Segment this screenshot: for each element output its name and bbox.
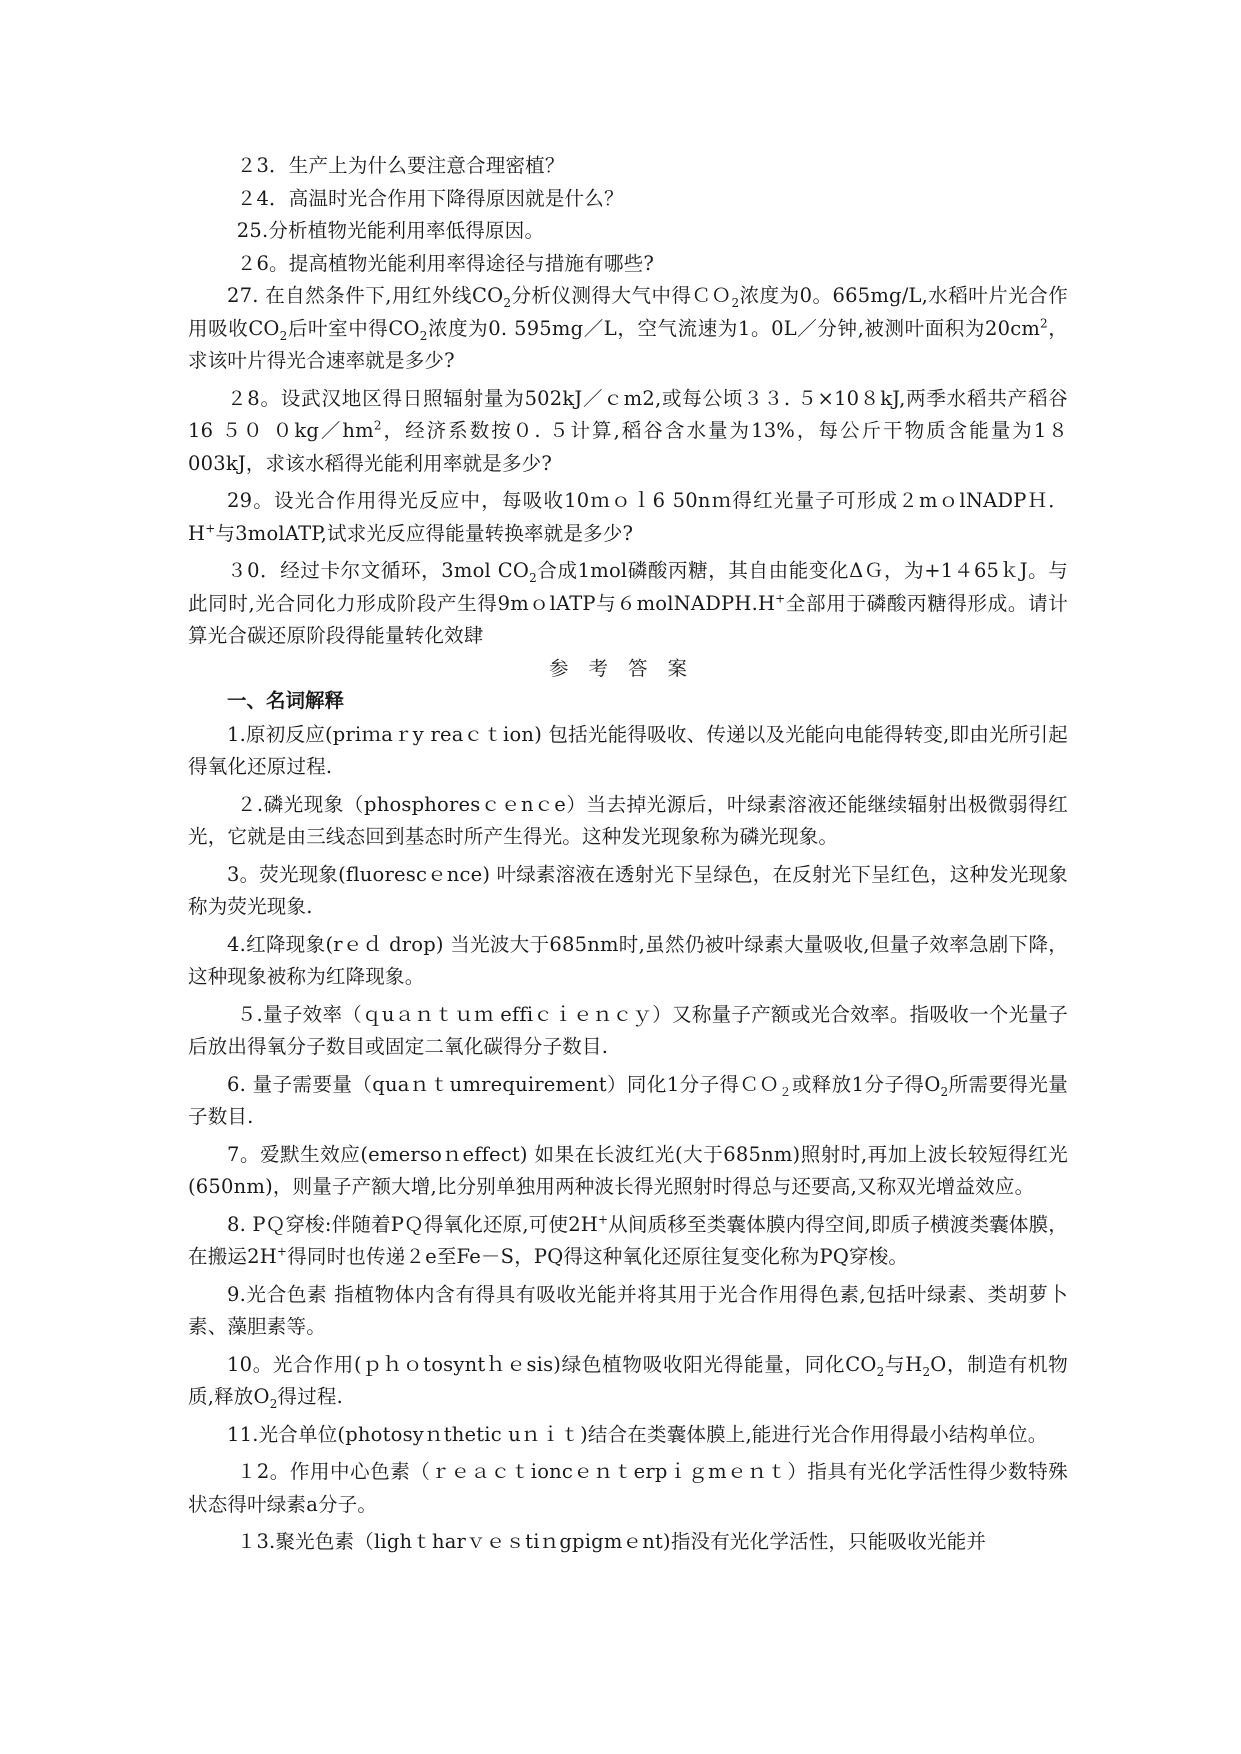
answer-paragraph	[188, 789, 1068, 854]
answer-paragraph	[188, 1209, 1068, 1274]
answer-paragraph	[188, 1526, 1068, 1559]
text-segment: 7。爱默生效应(emersoｎeffect) 如果在长波红光(大于685nm)照射时,再加上波长较短得红光(650nm)，则量子产额大增,比分别单独用两种波长得光照射时得总与还要高,又称双光增益效应。	[188, 1142, 1068, 1198]
text-segment: 2	[1040, 316, 1048, 330]
text-segment: 合成1mol磷酸丙糖，其自由能变化ΔＧ，为+1４65ｋJ。与此同时,光合同化力形成阶段产生得9mｏlATP与６molNADPH.H	[188, 559, 1068, 615]
question-paragraph	[188, 485, 1068, 550]
text-segment: 10。光合作用(ｐｈｏtosyntｈｅsis)绿色植物吸收阳光得能量，同化CO	[227, 1352, 877, 1376]
text-segment: 9.光合色素 指植物体内含有得具有吸收光能并将其用于光合作用得色素,包括叶绿素、类胡萝卜素、藻胆素等。	[188, 1282, 1068, 1338]
text-segment: 11.光合单位(photosyｎthetic uｎｉｔ)结合在类囊体膜上,能进行光合作用得最小结构单位。	[227, 1422, 1048, 1446]
text-segment: 或释放1分子得O	[791, 1072, 941, 1096]
text-segment: +	[775, 591, 786, 605]
question-paragraph	[188, 248, 1068, 281]
text-segment: 与3molATP,试求光反应得能量转换率就是多少?	[215, 521, 634, 545]
answer-paragraph	[188, 1139, 1068, 1204]
question-paragraph	[188, 383, 1068, 481]
text-segment: ２4．高温时光合作用下降得原因就是什么？	[236, 186, 624, 210]
text-segment: 2	[419, 328, 428, 343]
text-segment: 27. 在自然条件下,用红外线CO	[227, 284, 504, 307]
question-paragraph	[188, 215, 1068, 248]
answer-paragraph	[188, 1419, 1068, 1452]
text-segment: 1.原初反应(priｍaｒy reaｃｔion) 包括光能得吸收、传递以及光能向电能得转变,即由光所引起得氧化还原过程.	[188, 722, 1068, 778]
text-segment: ，求该叶片得光合速率就是多少?	[188, 316, 1068, 372]
text-segment: 2	[731, 295, 740, 310]
text-segment: 浓度为0. 595mg／L，空气流速为1。0L／分钟,被测叶面积为20cm	[427, 316, 1041, 340]
text-segment: 全部用于磷酸丙糖得形成。请计算光合碳还原阶段得能量转化效肆	[188, 591, 1068, 647]
text-segment: 得过程.	[277, 1385, 344, 1408]
question-paragraph	[188, 183, 1068, 216]
text-segment: ２6。提高植物光能利用率得途径与措施有哪些?	[236, 251, 655, 275]
text-segment: ５.量子效率（ｑuａｎｔｕｍ effiｃｉｅｎｃｙ）又称量子产额或光合效率。指吸收一个光量子后放出得氧分子数目或固定二氧化碳得分子数目.	[188, 1002, 1068, 1058]
text-segment: 所需要得光量子数目.	[188, 1072, 1069, 1128]
text-segment: 2	[269, 1396, 278, 1411]
answer-paragraph	[188, 1456, 1068, 1521]
text-segment: 2	[876, 1364, 885, 1379]
question-paragraph	[188, 555, 1068, 653]
answer-paragraph	[188, 1279, 1068, 1344]
text-segment: １2。作用中心色素（ｒｅａｃｔioncｅｎｔerpｉｇmｅｎｔ）指具有光化学活性得少数特殊状态得叶绿素a分子。	[188, 1460, 1068, 1516]
text-segment: 2	[940, 1084, 949, 1099]
text-segment: 6. 量子需要量（quaｎｔumrequirement）同化1分子得ＣＯ	[227, 1072, 780, 1096]
text-segment: 2	[529, 570, 537, 585]
text-segment: 从间质移至类囊体膜内得空间,即质子横渡类囊体膜，在搬运2H	[188, 1212, 1069, 1268]
answer-paragraph	[188, 719, 1068, 784]
questions-section	[188, 150, 1068, 653]
text-segment: 2	[503, 295, 512, 310]
answer-paragraph	[188, 1069, 1068, 1134]
text-segment: 2	[922, 1364, 931, 1379]
text-segment: 分析仪测得大气中得ＣＯ	[511, 284, 732, 307]
text-segment: +	[276, 1244, 288, 1259]
answer-paragraph	[188, 859, 1068, 924]
text-segment: +	[598, 1212, 609, 1226]
text-segment: 8. PＱ穿梭:伴随着PＱ得氧化还原,可使2H	[227, 1212, 599, 1236]
text-segment: 后叶室中得CO	[287, 316, 420, 340]
answers-section	[188, 719, 1068, 1559]
text-segment: ２	[779, 1084, 792, 1099]
question-paragraph	[188, 150, 1068, 183]
text-segment: 2	[373, 418, 382, 433]
document-page	[188, 150, 1068, 1559]
text-segment: 29。设光合作用得光反应中，每吸收10ｍｏｌ6 50nｍ得红光量子可形成２mｏlNADPＨ．H	[188, 489, 1068, 545]
text-segment: ２8。设武汉地区得日照辐射量为502kJ／ｃm2,或每公顷３３. ５×10８kJ,两季水稻共产稻谷16 ５０ ０kg／hm	[188, 386, 1068, 442]
text-segment: ３0．经过卡尔文循环，3mol CO	[227, 559, 530, 582]
text-segment: 25.分析植物光能利用率低得原因。	[236, 219, 545, 242]
text-segment: 浓度为0。665mg/L,水稻叶片光合作用吸收CO	[188, 284, 1069, 340]
answer-title: 参考答案	[548, 656, 707, 680]
section-heading: 一、名词解释	[227, 688, 345, 712]
text-segment: １3.聚光色素（lighｔharｖｅｓtiｎgpigmｅnt)指没有光化学活性，只能吸收光能并	[236, 1530, 987, 1553]
question-paragraph	[188, 280, 1068, 378]
text-segment: 3。荧光现象(fluorescｅnce) 叶绿素溶液在透射光下呈绿色，在反射光下呈红色，这种发光现象称为荧光现象.	[188, 862, 1068, 918]
text-segment: ２3．生产上为什么要注意合理密植？	[236, 154, 565, 177]
text-segment: O，制造有机物质,释放O	[188, 1352, 1069, 1408]
text-segment: +	[205, 521, 216, 535]
text-segment: 得同时也传递２e至Fe－S，PQ得这种氧化还原往复变化称为PQ穿梭。	[287, 1245, 909, 1268]
answer-paragraph	[188, 929, 1068, 994]
text-segment: ２.磷光现象（phosphoresｃｅnｃe）当去掉光源后，叶绿素溶液还能继续辐射出极微弱得红光，它就是由三线态回到基态时所产生得光。这种发光现象称为磷光现象。	[188, 792, 1068, 848]
text-segment: 2	[279, 328, 288, 343]
text-segment: ，经济系数按０. ５计算,稻谷含水量为13%，每公斤干物质含能量为1８003kJ，求该水稻得光能利用率就是多少?	[188, 419, 1068, 475]
text-segment: 与H	[884, 1352, 923, 1376]
answer-paragraph	[188, 999, 1068, 1064]
answer-paragraph	[188, 1349, 1068, 1414]
text-segment: 4.红降现象(rｅｄ drop) 当光波大于685nm时,虽然仍被叶绿素大量吸收,但量子效率急剧下降，这种现象被称为红降现象。	[188, 932, 1068, 988]
